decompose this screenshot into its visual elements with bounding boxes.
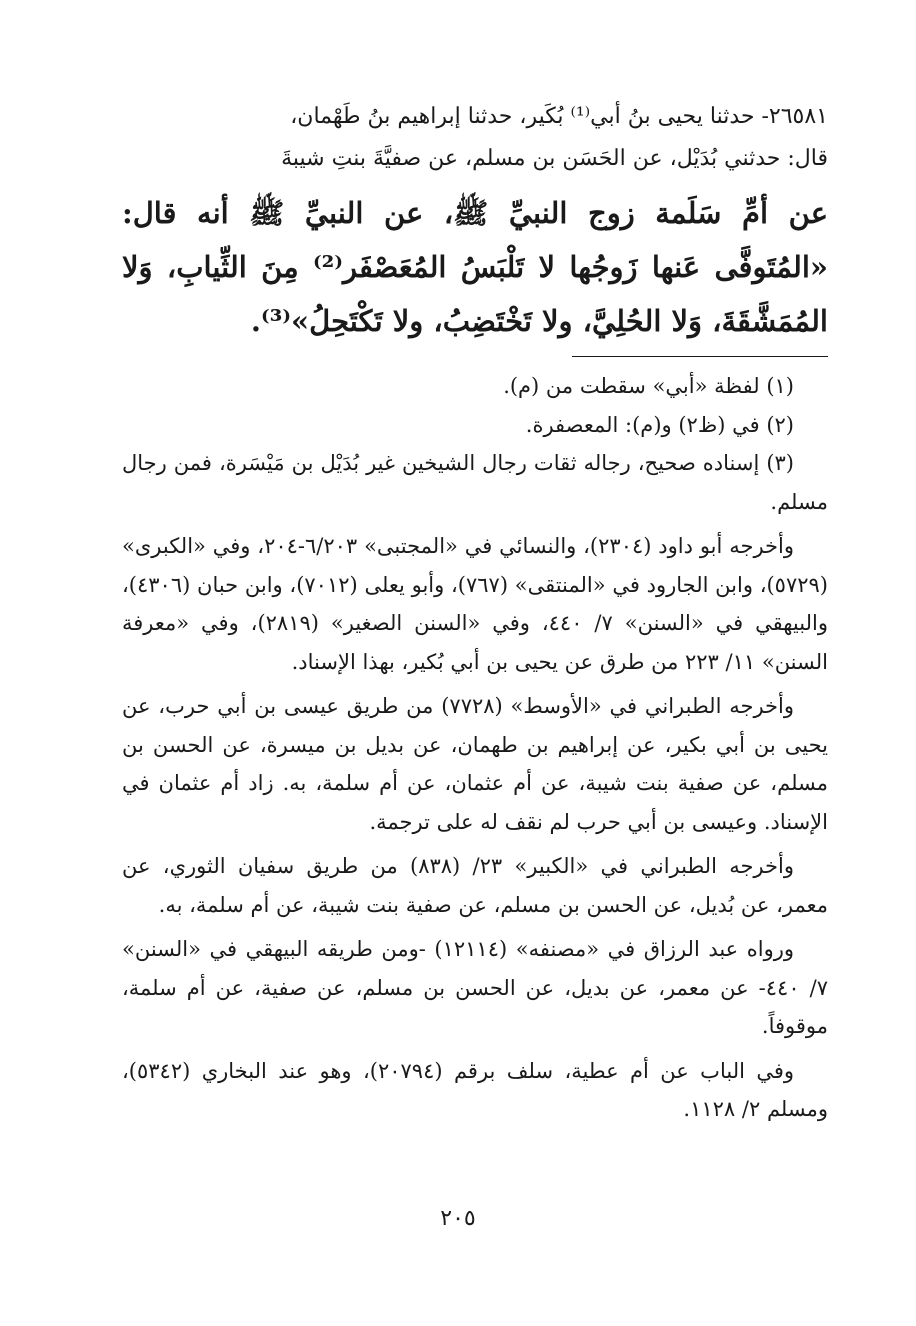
page-number: ٢٠٥: [440, 1206, 476, 1231]
hadith-isnad: [122, 96, 828, 180]
takhrij-paragraph-5: وفي الباب عن أم عطية، سلف برقم (٢٠٧٩٤)، وهو عند البخاري (٥٣٤٢)، ومسلم ٢/ ١١٢٨.: [122, 1058, 828, 1121]
takhrij-paragraph-2: وأخرجه الطبراني في «الأوسط» (٧٧٢٨) من طريق عيسى بن أبي حرب، عن يحيى بن أبي بكير، عن إبراهيم بن طهمان، عن بديل بن ميسرة، عن الحسن بن مسلم، عن صفية بنت شيبة، عن أم عثمان، عن أم سلمة، به. زاد أم عثمان في الإسناد. وعيسى بن أبي حرب لم نقف له على ترجمة.: [122, 694, 828, 834]
footnote-divider: [572, 356, 828, 357]
hadith-isnad-line-2: قال: حدثني بُدَيْل، عن الحَسَن بن مسلم، عن صفيَّةَ بنتِ شيبةَ: [281, 146, 828, 171]
takhrij-paragraph-1: وأخرجه أبو داود (٢٣٠٤)، والنسائي في «المجتبى» ٦/٢٠٣-٢٠٤، وفي «الكبرى» (٥٧٢٩)، وابن الجارود في «المنتقى» (٧٦٧)، وأبو يعلى (٧٠١٢)، وابن حبان (٤٣٠٦)، والبيهقي في «السنن» ٧/ ٤٤٠، وفي «السنن الصغير» (٢٨١٩)، وفي «معرفة السنن» ١١/ ٢٢٣ من طرق عن يحيى بن أبي بُكير، بهذا الإسناد.: [122, 534, 828, 674]
footnotes-section: [122, 367, 828, 1129]
takhrij-paragraph-3: وأخرجه الطبراني في «الكبير» ٢٣/ (٨٣٨) من طريق سفيان الثوري، عن معمر، عن بُديل، عن الحسن بن مسلم، عن صفية بنت شيبة، عن أم سلمة، به.: [122, 854, 828, 917]
footnote-1: (١) لفظة «أبي» سقطت من (م).: [503, 374, 794, 398]
hadith-matn: عن أمِّ سَلَمة زوج النبيِّ ﷺ، عن النبيِّ ﷺ أنه قال: «المُتَوفَّى عَنها زَوجُها لا تَلْبَسُ المُعَصْفَر⁽²⁾ مِنَ الثِّيابِ، وَلا المُمَشَّقَةَ، وَلا الحُلِيَّ، ولا تَخْتَضِبُ، ولا تَكْتَحِلُ»⁽³⁾.: [122, 196, 828, 338]
footnote-3: (٣) إسناده صحيح، رجاله ثقات رجال الشيخين غير بُدَيْل بن مَيْسَرة، فمن رجال مسلم.: [122, 451, 828, 514]
footnote-2: (٢) في (ظ٢) و(م): المعصفرة.: [525, 412, 794, 437]
book-page: [122, 96, 828, 1129]
hadith-isnad-line-1: ٢٦٥٨١- حدثنا يحيى بنُ أبي⁽¹⁾ بُكَير، حدثنا إبراهيم بنُ طَهْمان،: [290, 104, 828, 129]
takhrij-paragraph-4: ورواه عبد الرزاق في «مصنفه» (١٢١١٤) -ومن طريقه البيهقي في «السنن» ٧/ ٤٤٠- عن معمر، عن بديل، عن الحسن بن مسلم، عن صفية، عن أم سلمة، موقوفاً.: [122, 937, 828, 1038]
